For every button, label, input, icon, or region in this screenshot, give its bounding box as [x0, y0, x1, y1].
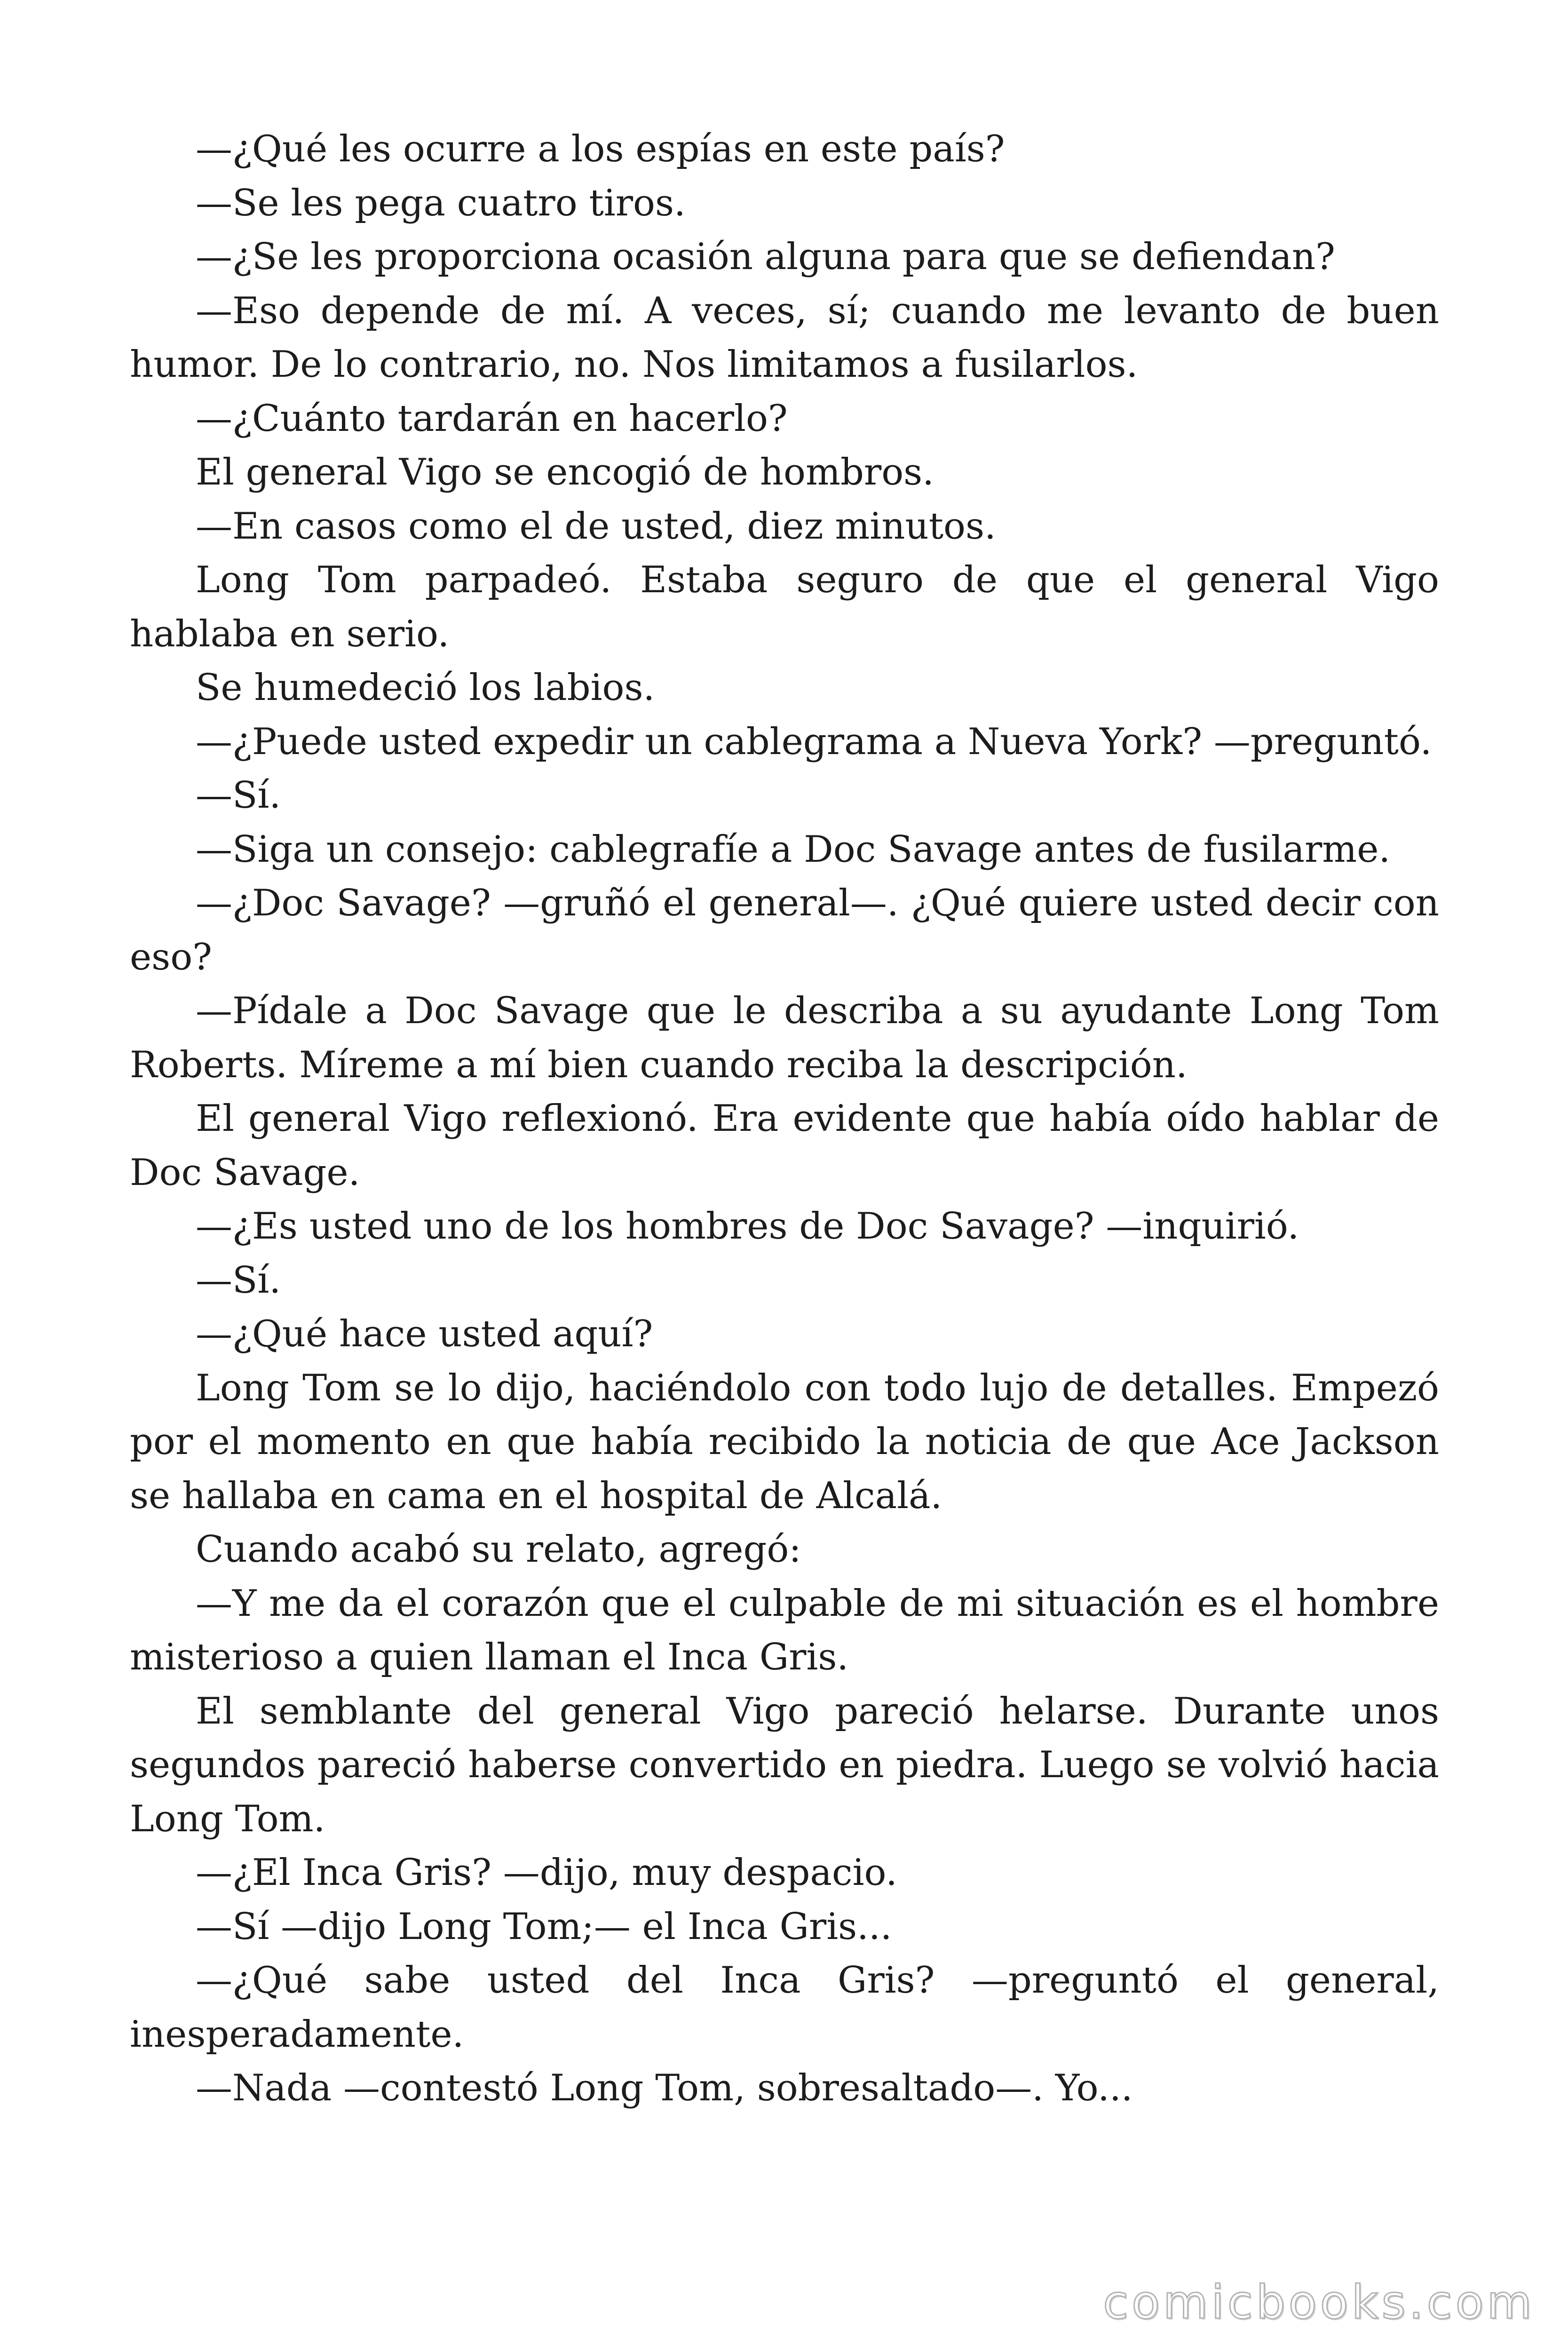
- paragraph-25: —¿Qué sabe usted del Inca Gris? —preguntó el general, inesperadamente.: [130, 1959, 1439, 2056]
- paragraph-4: —Eso depende de mí. A veces, sí; cuando me levanto de buen humor. De lo contrario, no. Nos limitamos a fusilarlos.: [130, 289, 1439, 386]
- paragraph-2: —Se les pega cuatro tiros.: [196, 182, 686, 224]
- paragraph-26: —Nada —contestó Long Tom, sobresaltado—. Yo...: [196, 2067, 1133, 2109]
- paragraph-7: —En casos como el de usted, diez minutos.: [196, 505, 996, 548]
- paragraph-19: Long Tom se lo dijo, haciéndolo con todo lujo de detalles. Empezó por el momento en que había recibido la noticia de que Ace Jackson se hallaba en cama en el hospital de Alcalá.: [130, 1367, 1439, 1517]
- paragraph-13: —¿Doc Savage? —gruñó el general—. ¿Qué quiere usted decir con eso?: [130, 882, 1439, 978]
- page-text: [130, 122, 1439, 2115]
- paragraph-10: —¿Puede usted expedir un cablegrama a Nueva York? —preguntó.: [196, 720, 1432, 763]
- paragraph-24: —Sí —dijo Long Tom;— el Inca Gris...: [196, 1905, 892, 1948]
- watermark-logo: comicbooks.com: [1103, 2276, 1535, 2329]
- paragraph-11: —Sí.: [196, 774, 281, 817]
- paragraph-22: El semblante del general Vigo pareció helarse. Durante unos segundos pareció haberse convertido en piedra. Luego se volvió hacia Long Tom.: [130, 1690, 1439, 1840]
- paragraph-17: —Sí.: [196, 1259, 281, 1302]
- paragraph-21: —Y me da el corazón que el culpable de mi situación es el hombre misterioso a quien llaman el Inca Gris.: [130, 1582, 1439, 1678]
- paragraph-8: Long Tom parpadeó. Estaba seguro de que el general Vigo hablaba en serio.: [130, 559, 1439, 655]
- paragraph-12: —Siga un consejo: cablegrafíe a Doc Savage antes de fusilarme.: [196, 828, 1391, 871]
- paragraph-18: —¿Qué hace usted aquí?: [196, 1313, 653, 1355]
- paragraph-14: —Pídale a Doc Savage que le describa a su ayudante Long Tom Roberts. Míreme a mí bien cuando reciba la descripción.: [130, 990, 1439, 1086]
- paragraph-3: —¿Se les proporciona ocasión alguna para que se defiendan?: [196, 236, 1335, 278]
- paragraph-6: El general Vigo se encogió de hombros.: [196, 451, 934, 493]
- paragraph-5: —¿Cuánto tardarán en hacerlo?: [196, 397, 788, 440]
- paragraph-9: Se humedeció los labios.: [196, 667, 655, 709]
- paragraph-23: —¿El Inca Gris? —dijo, muy despacio.: [196, 1851, 897, 1894]
- paragraph-15: El general Vigo reflexionó. Era evidente que había oído hablar de Doc Savage.: [130, 1097, 1439, 1194]
- paragraph-20: Cuando acabó su relato, agregó:: [196, 1528, 801, 1571]
- paragraph-16: —¿Es usted uno de los hombres de Doc Savage? —inquirió.: [196, 1205, 1299, 1248]
- paragraph-1: —¿Qué les ocurre a los espías en este país?: [196, 128, 1005, 170]
